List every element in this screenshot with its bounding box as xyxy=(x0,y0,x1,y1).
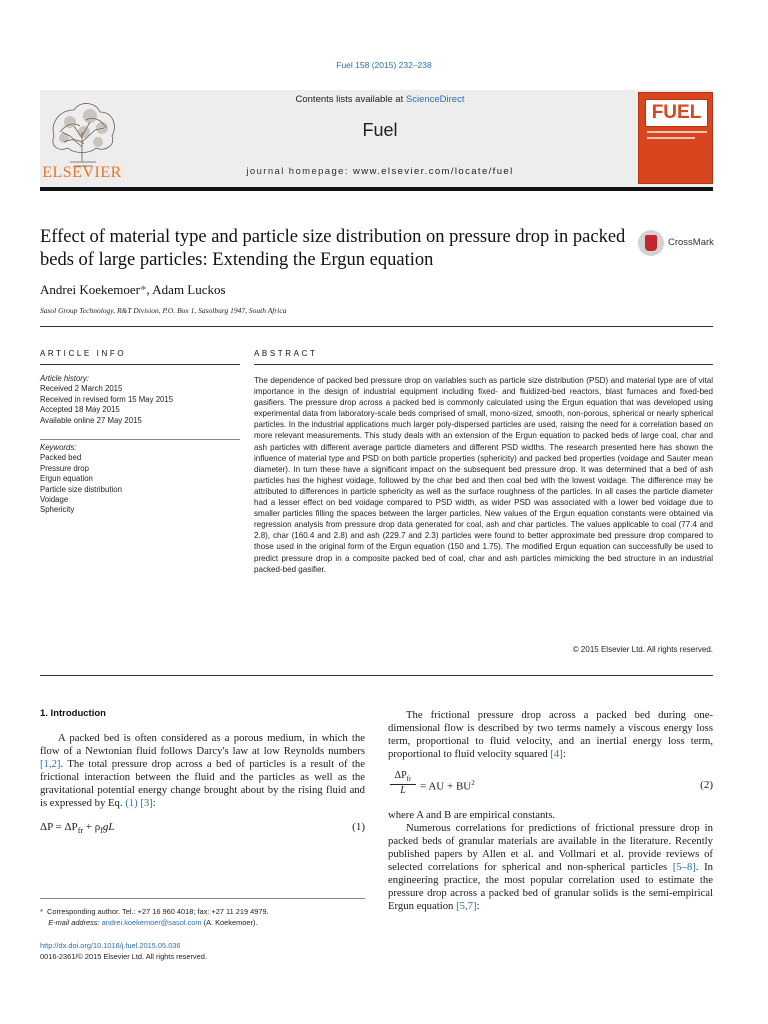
crossmark-label: CrossMark xyxy=(668,237,714,248)
equation-number: (2) xyxy=(700,779,713,791)
paragraph-text: : xyxy=(476,899,480,912)
abstract-copyright: © 2015 Elsevier Ltd. All rights reserved. xyxy=(572,645,713,654)
journal-citation[interactable]: Fuel 158 (2015) 232–238 xyxy=(336,60,432,70)
sciencedirect-link[interactable]: ScienceDirect xyxy=(405,94,465,105)
journal-name: Fuel xyxy=(362,120,398,140)
bookmark-icon xyxy=(645,235,657,251)
corresponding-author-footnote xyxy=(40,906,370,928)
footnote-contact: Corresponding author. Tel.: +27 16 960 4018; fax: +27 11 219 4979. xyxy=(47,907,269,916)
cover-subtitle-line xyxy=(647,137,695,139)
keywords-label: Keywords: xyxy=(40,443,77,452)
author-email-link[interactable]: andrei.koekemoer@sasol.com xyxy=(101,918,202,927)
author-name: , Adam Luckos xyxy=(146,282,226,297)
equation-subscript: f xyxy=(100,826,103,836)
keyword: Sphericity xyxy=(40,505,75,515)
email-owner: (A. Koekemoer). xyxy=(203,918,258,927)
journal-homepage xyxy=(130,166,630,177)
crossmark-badge[interactable] xyxy=(638,230,718,258)
body-paragraph xyxy=(388,709,713,761)
cover-subtitle-line xyxy=(647,131,707,133)
equation-1 xyxy=(40,821,365,835)
crossmark-icon xyxy=(638,230,664,256)
cover-title: FUEL xyxy=(645,99,708,127)
email-label: E-mail address: xyxy=(48,918,100,927)
article-info-heading: ARTICLE INFO xyxy=(40,349,127,358)
introduction-paragraph xyxy=(40,732,365,810)
paragraph-text: . The total pressure drop across a bed of particles is a result of the frictional interaction between the fluid and the particles as well as the gravitational potential energy change brought about by the rising fluid and is expressed by Eq. xyxy=(40,757,365,809)
author-list xyxy=(40,282,226,298)
section-divider xyxy=(40,326,713,327)
contents-availability xyxy=(130,94,630,105)
footnote-line xyxy=(40,906,370,917)
abstract-text: The dependence of packed bed pressure drop on variables such as particle size distribution (PSD) and material type are of vital importance in the design of industrial equipment including fixed- and fluidized-bed reactors, blast furnaces and fixed-bed gasifiers. The pressure drop across a packed bed is commonly calculated using the Ergun equation that was developed using experimental data from laboratory-scale beds comprised of small, mono-sized, smooth, non-porous, spherical or nearly spherical particles. In the industrial applications much larger poly-dispersed particles are used, raising the need for a correlation based on more relevant measurements. This study deals with an extension of the Ergun equation to packed beds of large coal, char and ash particles with different average particle diameters and different PSD widths. The research presented here has shown the influence of material type and PSD on both particle properties (sphericity) and packed bed properties (voidage and Sauter mean diameter). In turn these have a significant impact on the subsequent bed pressure drop. It was determined that a bed of ash particles has the highest voidage, followed by the char bed and then coal bed with the lowest voidage. The difference may be attributed to differences in particle sphericity as well as the surface roughness of the particles. In all cases the particle diameter had a lesser effect on bed voidage compared to PSD width, as wider PSD was associated with a lower bed voidage due to smaller particles filling the spaces between the larger particles. New values of the Ergun equation constants were obtained via regression analysis from pressure drop data generated for coal, ash and char particles. The values applicable to coal (77.4 and 2.8), char (160.4 and 2.8) and ash (229.7 and 2.3) particles were found to better approximate bed pressure drop compared to those used in the original form of the Ergun equation (150 and 1.75). The modified Ergun equation can successfully be used to predict pressure drop in a composite packed bed of coal, char and ash particles mimicking the bed structure in an industrial packed-bed gasifier. xyxy=(254,376,713,574)
body-paragraph xyxy=(388,822,713,913)
equation-text: + ρ xyxy=(83,821,101,833)
body-paragraph: where A and B are empirical constants. xyxy=(388,809,556,821)
abstract-heading: ABSTRACT xyxy=(254,349,318,358)
doi-block xyxy=(40,940,370,962)
author-name: Andrei Koekemoer xyxy=(40,282,140,297)
equation-rhs xyxy=(420,779,475,793)
introduction-heading: 1. Introduction xyxy=(40,708,106,719)
section-divider xyxy=(40,675,713,676)
equation-fraction xyxy=(390,770,416,796)
paragraph-text: The frictional pressure drop across a packed bed during one-dimensional flow is described by two terms namely a viscous energy loss term, proportional to fluid velocity, and an inertial energy loss term, proportional to fluid velocity squared xyxy=(388,709,713,760)
paragraph-text: : xyxy=(562,747,566,760)
equation-number: (1) xyxy=(352,821,365,833)
keyword: Particle size distribution xyxy=(40,484,122,494)
contents-prefix: Contents lists available at xyxy=(295,94,404,105)
elsevier-wordmark: ELSEVIER xyxy=(42,164,122,181)
equation-link[interactable]: (1) xyxy=(125,796,138,809)
keyword: Packed bed xyxy=(40,453,82,463)
keywords-list xyxy=(40,443,240,516)
fraction-numerator xyxy=(390,770,416,785)
paragraph-text: A packed bed is often considered as a porous medium, in which the flow of a Newtonian fluid follows Darcy's law at low Reynolds numbers xyxy=(40,732,365,757)
reference-link[interactable]: [5–8] xyxy=(672,860,696,873)
abstract-divider xyxy=(254,364,713,365)
keyword: Ergun equation xyxy=(40,474,93,484)
equation-2 xyxy=(388,770,713,800)
paragraph-text: . In engineering practice, the most popular correlation used to estimate the pressure drop across a packed bed of granular solids is the semi-empirical Ergun equation xyxy=(388,860,714,912)
equation-text: gL xyxy=(102,821,115,833)
corresponding-author-marker[interactable]: * xyxy=(140,282,147,297)
reference-link[interactable]: [4] xyxy=(550,747,563,760)
homepage-label: journal homepage: xyxy=(246,166,349,177)
article-title: Effect of material type and particle size distribution on pressure drop in packed beds of large particles: Extending the Ergun equation xyxy=(40,227,626,270)
fraction-denominator: L xyxy=(400,785,406,796)
doi-link[interactable]: http://dx.doi.org/10.1016/j.fuel.2015.05.036 xyxy=(40,941,181,950)
equation-superscript: 2 xyxy=(471,779,475,787)
homepage-url-link[interactable]: www.elsevier.com/locate/fuel xyxy=(352,166,514,177)
article-info-divider xyxy=(40,364,240,365)
reference-link[interactable]: [5,7] xyxy=(456,899,477,912)
equation-text: = AU + BU xyxy=(420,780,472,793)
paragraph-text: Numerous correlations for predictions of frictional pressure drop in packed beds of granular materials are available in the literature. Recently published papers by Allen et al. and Vollmari et al. provide reviews of selected correlations for spherical and non-spherical particles xyxy=(388,822,713,873)
history-entry: Received in revised form 15 May 2015 xyxy=(40,394,174,404)
header-divider xyxy=(40,187,713,191)
keyword: Voidage xyxy=(40,495,69,505)
history-entry: Received 2 March 2015 xyxy=(40,384,123,394)
history-entry: Accepted 18 May 2015 xyxy=(40,405,120,415)
paragraph-text: : xyxy=(152,796,156,809)
reference-link[interactable]: [3] xyxy=(140,796,153,809)
footnote-star: * xyxy=(40,907,43,916)
author-affiliation: Sasol Group Technology, R&T Division, P.O. Box 1, Sasolburg 1947, South Africa xyxy=(40,306,287,315)
equation-subscript: fr xyxy=(77,826,84,836)
equation-text: ΔP = ΔP xyxy=(40,821,78,833)
history-entry: Available online 27 May 2015 xyxy=(40,415,142,425)
equation-subscript: fr xyxy=(406,775,412,783)
keyword: Pressure drop xyxy=(40,463,89,473)
reference-link[interactable]: [1,2] xyxy=(40,757,61,770)
article-history xyxy=(40,374,240,426)
history-label: Article history: xyxy=(40,374,89,383)
footnote-divider xyxy=(40,898,365,899)
keywords-divider xyxy=(40,439,240,440)
issn-copyright: 0016-2361/© 2015 Elsevier Ltd. All rights reserved. xyxy=(40,952,207,961)
journal-cover-thumbnail[interactable] xyxy=(638,92,713,184)
equation-text: ΔP xyxy=(394,770,407,781)
footnote-line xyxy=(40,917,370,928)
